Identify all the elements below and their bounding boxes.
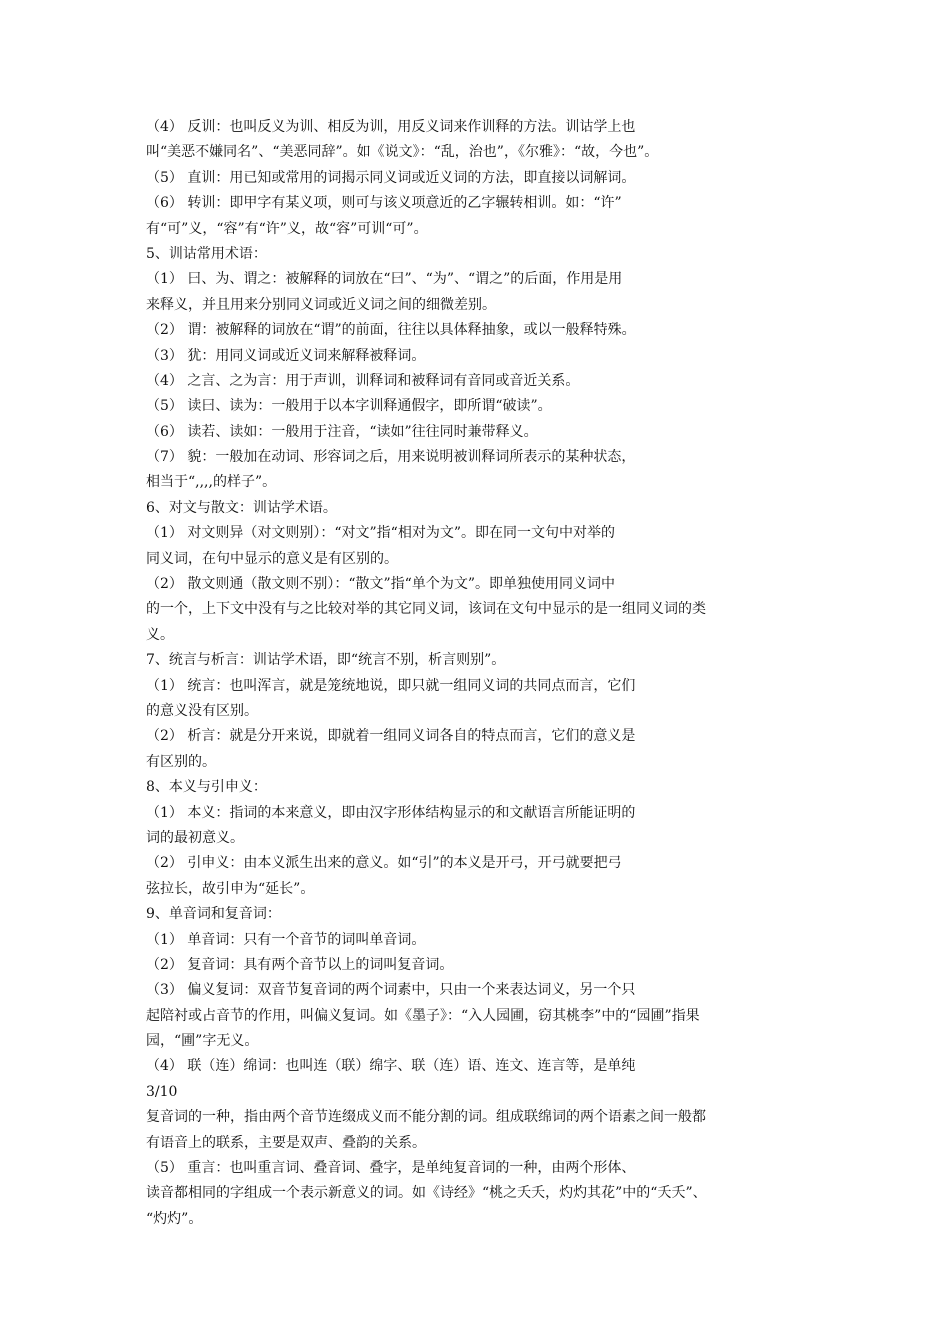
text-line: 起陪衬或占音节的作用，叫偏义复词。如《墨子》：“入人园圃，窃其桃李”中的“园圃”指果 [146, 1007, 700, 1024]
section-heading: 7、统言与析言：训诂学术语，即“统言不别，析言则别”。 [146, 652, 506, 669]
text-line: （1） 对文则异（对文则别）：“对文”指“相对为文”。即在同一文句中对举的 [146, 525, 615, 542]
text-line: 复音词的一种，指由两个音节连缀成义而不能分割的词。组成联绵词的两个语素之间一般都 [146, 1109, 706, 1126]
text-line: （2） 引申义：由本义派生出来的意义。如“引”的本义是开弓，开弓就要把弓 [146, 855, 622, 872]
page-number: 3/10 [146, 1083, 178, 1100]
text-line: 园，“圃”字无义。 [146, 1033, 259, 1050]
text-line: （2） 析言：就是分开来说，即就着一组同义词各自的特点而言，它们的意义是 [146, 728, 636, 745]
text-line: （2） 复音词：具有两个音节以上的词叫复音词。 [146, 956, 454, 973]
text-line: 来释义，并且用来分别同义词或近义词之间的细微差别。 [146, 296, 496, 313]
text-line: 相当于“,,,,的样子”。 [146, 474, 277, 491]
section-heading: 5、训诂常用术语： [146, 245, 267, 262]
text-line: （5） 重言：也叫重言词、叠音词、叠字，是单纯复音词的一种，由两个形体、 [146, 1160, 636, 1177]
text-line: （5） 直训：用已知或常用的词揭示同义词或近义词的方法，即直接以词解词。 [146, 169, 636, 186]
text-line: 词的最初意义。 [146, 829, 244, 846]
text-line: （1） 曰、为、谓之：被解释的词放在“曰”、“为”、“谓之”的后面，作用是用 [146, 271, 623, 288]
text-line: （1） 单音词：只有一个音节的词叫单音词。 [146, 931, 426, 948]
section-heading: 9、单音词和复音词： [146, 906, 281, 923]
text-line: 同义词，在句中显示的意义是有区别的。 [146, 550, 398, 567]
text-line: （4） 联（连）绵词：也叫连（联）绵字、联（连）语、连文、连言等，是单纯 [146, 1058, 636, 1075]
text-line: 有区别的。 [146, 753, 216, 770]
text-line: 义。 [146, 626, 174, 643]
text-line: （2） 散文则通（散文则不别）：“散文”指“单个为文”。即单独使用同义词中 [146, 576, 615, 593]
section-heading: 6、对文与散文：训诂学术语。 [146, 499, 337, 516]
text-line: （4） 反训：也叫反义为训、相反为训，用反义词来作训释的方法。训诂学上也 [146, 119, 636, 135]
document-body [146, 115, 814, 1232]
text-line: 叫“美恶不嫌同名”、“美恶同辞”。如《说文》：“乱，治也”，《尔雅》：“故，今也”。 [146, 144, 659, 161]
text-line: 的意义没有区别。 [146, 702, 258, 719]
section-heading: 8、本义与引申义： [146, 779, 267, 796]
text-line: 的一个，上下文中没有与之比较对举的其它同义词，该词在文句中显示的是一组同义词的类 [146, 601, 706, 618]
text-line: （2） 谓：被解释的词放在“谓”的前面，往往以具体释抽象，或以一般释特殊。 [146, 322, 636, 339]
text-line: 读音都相同的字组成一个表示新意义的词。如《诗经》“桃之夭夭，灼灼其花”中的“夭夭”、 [146, 1185, 707, 1202]
text-line: 有语音上的联系，主要是双声、叠韵的关系。 [146, 1134, 426, 1151]
text-line: “灼灼”。 [146, 1210, 203, 1227]
text-line: （6） 读若、读如：一般用于注音，“读如”往往同时兼带释义。 [146, 423, 538, 440]
text-line: （3） 偏义复词：双音节复音词的两个词素中，只由一个来表达词义，另一个只 [146, 982, 636, 999]
text-line: 弦拉长，故引申为“延长”。 [146, 880, 315, 897]
text-line: （4） 之言、之为言：用于声训，训释词和被释词有音同或音近关系。 [146, 372, 580, 389]
text-line: （3） 犹：用同义词或近义词来解释被释词。 [146, 347, 426, 364]
text-line: （6） 转训：即甲字有某义项，则可与该义项意近的乙字辗转相训。如：“许” [146, 195, 622, 212]
text-line: 有“可”义，“容”有“许”义，故“容”可训“可”。 [146, 220, 428, 237]
text-line: （5） 读曰、读为：一般用于以本字训释通假字，即所谓“破读”。 [146, 398, 552, 415]
text-line: （1） 本义：指词的本来意义，即由汉字形体结构显示的和文献语言所能证明的 [146, 804, 636, 821]
text-line: （1） 统言：也叫浑言，就是笼统地说，即只就一组同义词的共同点而言，它们 [146, 677, 636, 694]
text-line: （7） 貌：一般加在动词、形容词之后，用来说明被训释词所表示的某种状态， [146, 449, 636, 466]
